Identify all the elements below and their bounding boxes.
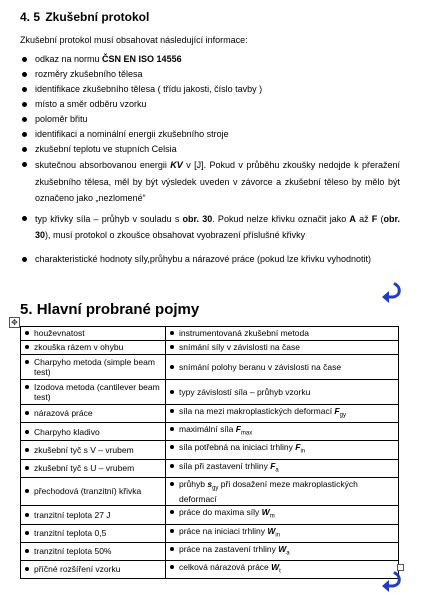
table-row [21, 561, 399, 579]
term-right: práce na zastavení trhliny $W_a$ [169, 544, 395, 559]
table-row [21, 441, 399, 459]
term-left: Charpyho metoda (simple beam test) [24, 357, 162, 378]
term-right: maximální síla $F_{max}$ [169, 424, 395, 439]
term-right: síla při zastavení trhliny $F_a$ [169, 461, 395, 476]
list-item: místo a směr odběru vzorku [20, 97, 400, 112]
section-title: Zkušební protokol [45, 10, 150, 24]
table-move-handle-icon[interactable]: ✥ [9, 317, 20, 328]
section-number: 4. 5 [20, 10, 41, 24]
table-row [21, 477, 399, 506]
term-right: instrumentovaná zkušební metoda [169, 328, 395, 339]
term-left: tranzitní teplota 27 J [24, 510, 162, 521]
list-item: rozměry zkušebního tělesa [20, 67, 400, 82]
table-row [21, 380, 399, 405]
table-row [21, 341, 399, 355]
list-item: identifikaci a nominální energii zkušebního stroje [20, 127, 400, 142]
list-item: charakteristické hodnoty síly,průhybu a nárazové práce (pokud lze křivku vyhodnotit) [20, 252, 400, 267]
list-item: identifikace zkušebního tělesa ( třídu jakosti, číslo tavby ) [20, 82, 400, 97]
protocol-requirements-list [20, 52, 400, 267]
term-left: zkouška rázem v ohybu [24, 342, 162, 353]
list-item: poloměr břitu [20, 112, 400, 127]
table-row [21, 405, 399, 423]
list-item: odkaz na normu ČSN EN ISO 14556 [20, 52, 400, 67]
table-row [21, 459, 399, 477]
list-item: typ křivky síla – průhyb v souladu s obr. 30. Pokud nelze křivku označit jako A až F (obr. 30), musí protokol o zkoušce obsahovat vyobrazení příslušné křivky [20, 211, 400, 244]
term-left: houževnatost [24, 328, 162, 339]
section-heading-4-5 [20, 10, 149, 24]
term-left: tranzitní teplota 0,5 [24, 528, 162, 539]
section-number: 5. [20, 301, 33, 318]
term-right: průhyb $s_{gy}$ při dosažení meze makroplastických deformací [169, 479, 395, 505]
curved-return-arrow-icon[interactable] [380, 570, 402, 592]
list-item: skutečnou absorbovanou energii KV v [J]. Pokud v průběhu zkoušky nedojde k přeražení zkušebního tělesa, měl by být výsledek uveden v závorce a zkušební těleso by mělo být označeno jako „nezlomené“ [20, 157, 400, 207]
table-row [21, 355, 399, 380]
section-intro: Zkušební protokol musí obsahovat následující informace: [20, 35, 248, 45]
term-left: nárazová práce [24, 408, 162, 419]
term-left: zkušební tyč s V – vrubem [24, 445, 162, 456]
table-row [21, 327, 399, 341]
term-right: celková nárazová práce $W_t$ [169, 562, 395, 577]
section-heading-5 [20, 301, 199, 318]
list-item: zkušební teplotu ve stupních Celsia [20, 142, 400, 157]
term-left: zkušební tyč s U – vrubem [24, 463, 162, 474]
table-row [21, 542, 399, 560]
term-right: síla na mezi makroplastických deformací $F_{gy}$ [169, 406, 395, 421]
term-right: typy závislostí síla – průhyb vzorku [169, 387, 395, 398]
curved-return-arrow-icon[interactable] [380, 281, 402, 303]
term-left: Izodova metoda (cantilever beam test) [24, 382, 162, 403]
term-left: tranzitní teplota 50% [24, 546, 162, 557]
term-left: Charpyho kladivo [24, 427, 162, 438]
term-right: síla potřebná na iniciaci trhliny $F_{in}$ [169, 442, 395, 457]
term-right: práce do maxima síly $W_m$ [169, 507, 395, 522]
term-left: příčné rozšíření vzorku [24, 564, 162, 575]
section-title: Hlavní probrané pojmy [36, 301, 200, 318]
table-row [21, 423, 399, 441]
table-row [21, 524, 399, 542]
term-left: přechodová (tranzitní) křivka [24, 486, 162, 497]
terms-table [20, 326, 399, 579]
table-row [21, 506, 399, 524]
term-right: snímání síly v závislosti na čase [169, 342, 395, 353]
term-right: práce na iniciaci trhliny $W_{in}$ [169, 526, 395, 541]
term-right: snímání polohy beranu v závislosti na čase [169, 362, 395, 373]
